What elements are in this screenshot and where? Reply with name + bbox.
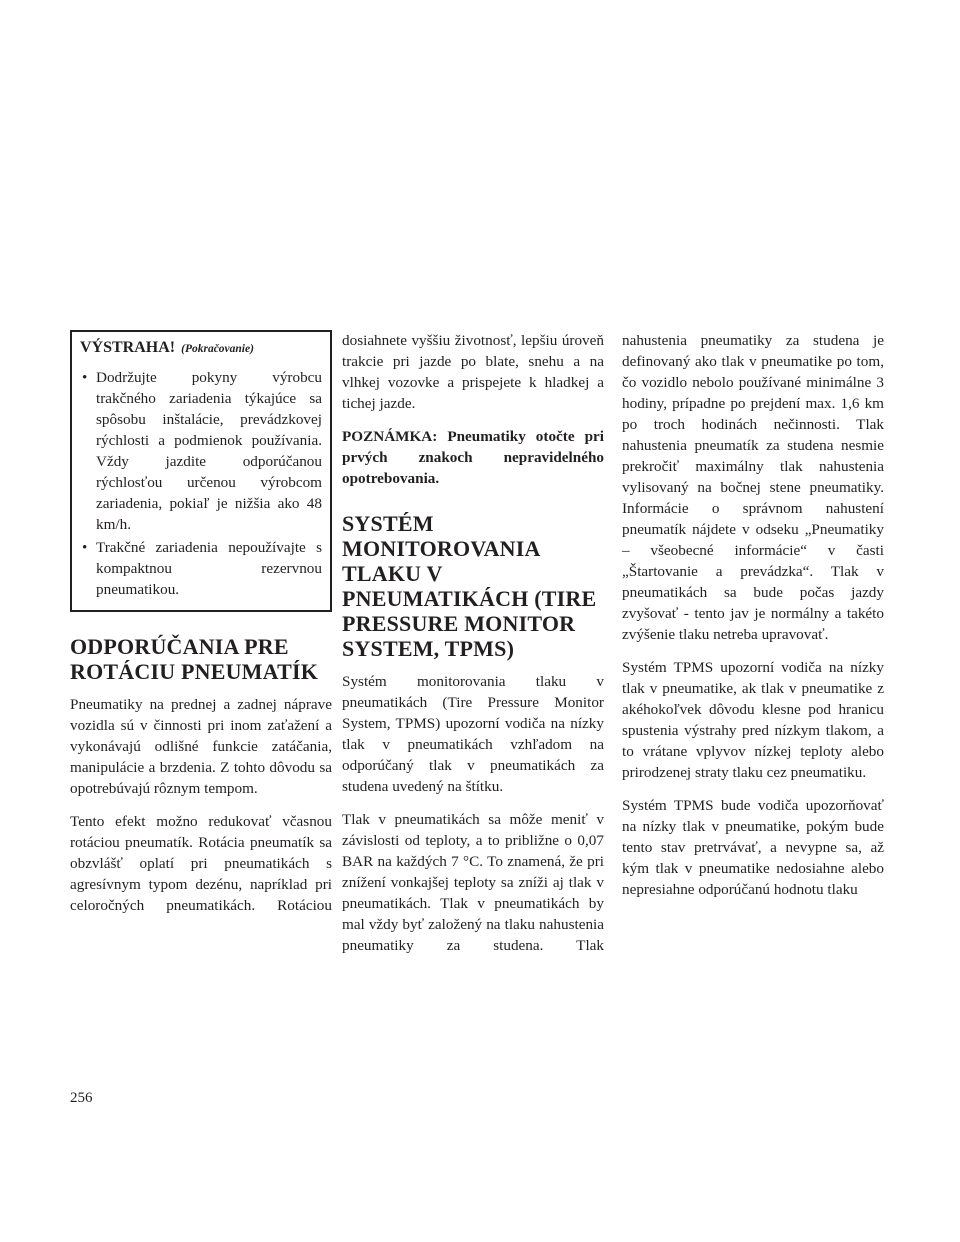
tpms-paragraph-2-continued: nahustenia pneumatiky za studena je definovaný ako tlak v pneumatike po tom, čo vozidlo nebolo používané minimálne 3 hodiny, prípadne po prejdení max. 1,6 km po troch hodinách nečinnosti. Tlak nahustenia pneumatík za studena nesmie prekročiť maximálny tlak nahustenia vylisovaný na bočnej stene pneumatiky. Informácie o správnom nahustení pneumatík nájdete v odseku „Pneumatiky – všeobecné informácie“ v časti „Štartovanie a prevádzka“. Tlak v pneumatikách sa bude počas jazdy zvyšovať - tento jav je normálny a takéto zvýšenie tlaku netreba upravovať.	[622, 332, 884, 643]
warning-box	[70, 330, 332, 612]
tpms-paragraph-3: Systém TPMS upozorní vodiča na nízky tlak v pneumatike, ak tlak v pneumatike z akéhokoľvek dôvodu klesne pod hranicu spustenia výstrahy pred nízkym tlakom, a to vrátane vplyvov nízkej teploty alebo prirodzenej straty tlaku cez pneumatiku.	[622, 659, 884, 781]
rotation-paragraph-2-continued: dosiahnete vyššiu životnosť, lepšiu úroveň trakcie pri jazde po blate, snehu a na vlhkej vozovke a prispejete k hladkej a tichej jazde.	[342, 332, 604, 412]
warning-continued-label: (Pokračovanie)	[181, 343, 254, 355]
column-right	[622, 330, 884, 912]
warning-item	[80, 537, 322, 600]
tpms-paragraph-1: Systém monitorovania tlaku v pneumatikách (Tire Pressure Monitor System, TPMS) upozorní vodiča na nízky tlak v pneumatikách vzhľadom na odporúčaný tlak v pneumatikách za studena uvedený na štítku.	[342, 673, 604, 795]
column-middle	[342, 330, 604, 968]
bullet-icon: •	[82, 369, 88, 386]
bullet-icon: •	[82, 539, 88, 556]
tpms-paragraph-4: Systém TPMS bude vodiča upozorňovať na nízky tlak v pneumatike, pokým bude tento stav pretrvávať, a nevypne sa, až kým tlak v pneumatike nedosiahne alebo nepresiahne odporúčanú hodnotu tlaku	[622, 797, 884, 898]
warning-item-text: Trakčné zariadenia nepoužívajte s kompaktnou rezervnou pneumatikou.	[96, 539, 322, 598]
warning-list	[80, 367, 322, 600]
tpms-paragraph-2: Tlak v pneumatikách sa môže meniť v závislosti od teploty, a to približne o 0,07 BAR na každých 7 °C. To znamená, že pri znížení vonkajšej teploty sa zníži aj tlak v pneumatikách. Tlak v pneumatikách by mal vždy byť založený na tlaku nahustenia pneumatiky za studena. Tlak	[342, 811, 604, 954]
rotation-paragraph-2: Tento efekt možno redukovať včasnou rotáciou pneumatík. Rotácia pneumatík sa obzvlášť oplatí pri pneumatikách s agresívnym typom dezénu, napríklad pri celoročných pneumatikách. Rotáciou	[70, 813, 332, 914]
rotation-paragraph-1: Pneumatiky na prednej a zadnej náprave vozidla sú v činnosti pri inom zaťažení a vykonávajú odlišné funkcie zatáčania, manipulácie a brzdenia. Z tohto dôvodu sa opotrebúvajú rôznym tempom.	[70, 696, 332, 797]
rotation-heading: ODPORÚČANIA PRE ROTÁCIU PNEUMATÍK	[70, 634, 319, 684]
warning-header	[80, 338, 322, 359]
page-number: 256	[70, 1090, 93, 1106]
warning-title: VÝSTRAHA!	[80, 339, 176, 356]
rotation-note: POZNÁMKA: Pneumatiky otočte pri prvých znakoch nepravidelného opotrebovania.	[342, 428, 604, 487]
column-left	[70, 330, 332, 928]
tpms-heading: SYSTÉM MONITOROVANIA TLAKU V PNEUMATIKÁCH (TIRE PRESSURE MONITOR SYSTEM, TPMS)	[342, 511, 597, 661]
warning-item	[80, 367, 322, 535]
warning-item-text: Dodržujte pokyny výrobcu trakčného zariadenia týkajúce sa spôsobu inštalácie, prevádzkovej rýchlosti a podmienok používania. Vždy jazdite odporúčanou rýchlosťou určenou výrobcom zariadenia, pokiaľ je nižšia ako 48 km/h.	[96, 369, 322, 533]
